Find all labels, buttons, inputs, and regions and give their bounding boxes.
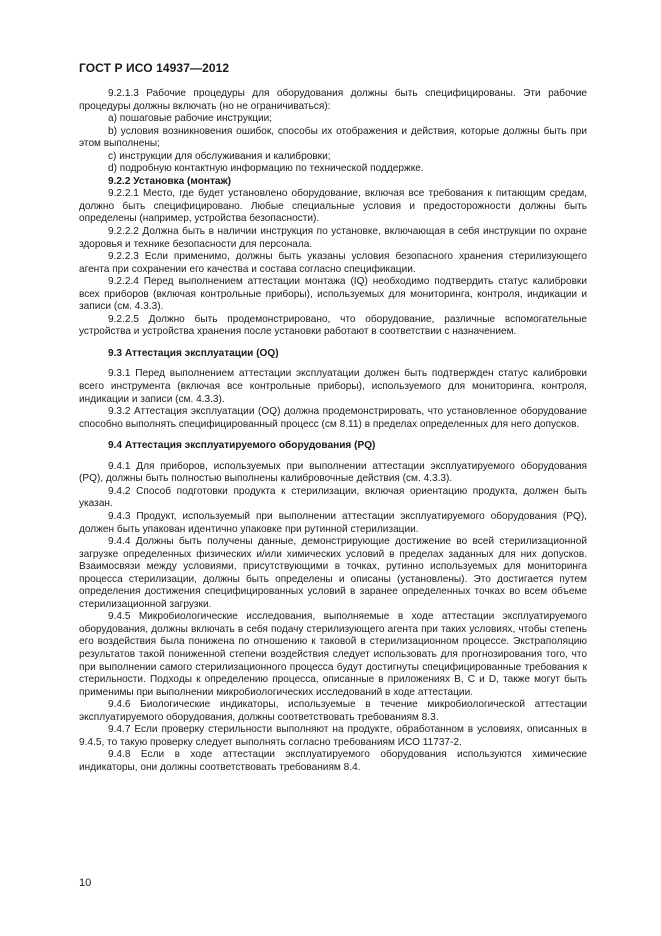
page-number: 10 [79,877,92,889]
paragraph: 9.2.1.3 Рабочие процедуры для оборудования должны быть специфицированы. Эти рабочие процедуры должны включать (но не ограничиваться): [79,88,587,112]
paragraph: 9.2.2.2 Должна быть в наличии инструкция по установке, включающая в себя инструкции по охране здоровья и технике безопасности для персонала. [79,226,587,250]
paragraph: 9.4.4 Должны быть получены данные, демонстрирующие достижение во всей стерилизационной загрузке определенных физических и/или химических условий в пределах заданных для них допусков. Взаимосвязи между условиями, присутствующими в точках, рутинно используемых для мониторинга процесса стерилизации, должны быть определены и описаны (установлены). Это достигается путем определения достижения специфицированных условий в заранее определенных точках во всем объеме стерилизационной загрузки. [79,536,587,610]
paragraph: 9.3.1 Перед выполнением аттестации эксплуатации должен быть подтвержден статус калибровки всего инструмента (включая все контрольные приборы), используемого для мониторинга, контроля, индикации и записи (см. 4.3.3). [79,368,587,405]
paragraph: 9.4.8 Если в ходе аттестации эксплуатируемого оборудования используются химические индикаторы, они должны соответствовать требованиям 8.4. [79,749,587,773]
paragraph: 9.2.2.5 Должно быть продемонстрировано, что оборудование, различные вспомогательные устройства и устройства хранения после установки работают в соответствии с назначением. [79,313,587,338]
list-item: c) инструкции для обслуживания и калибровки; [108,150,331,162]
paragraph: 9.2.2.4 Перед выполнением аттестации монтажа (IQ) необходимо подтвердить статус калибровки всех приборов (включая контрольные приборы), используемых для мониторинга, контроля, индикации и записи (см. 4.3.3). [79,276,587,313]
document-header: ГОСТ Р ИСО 14937—2012 [79,61,230,75]
section-heading: 9.3 Аттестация эксплуатации (OQ) [108,347,279,359]
list-item: b) условия возникновения ошибок, способы их отображения и действия, которые должны быть при этом выполнены; [79,125,587,150]
section-heading: 9.4 Аттестация эксплуатируемого оборудования (PQ) [108,440,376,452]
paragraph: 9.2.2.3 Если применимо, должны быть указаны условия безопасного хранения стерилизующего агента при сохранении его качества и состава согласно спецификации. [79,251,587,275]
paragraph: 9.4.3 Продукт, используемый при выполнении аттестации эксплуатируемого оборудования (PQ), должен быть упакован идентично упаковке при рутинной стерилизации. [79,510,587,535]
paragraph: 9.4.6 Биологические индикаторы, используемые в течение микробиологической аттестации эксплуатируемого оборудования, должны соответствовать требованиям 8.3. [79,699,587,723]
list-item: a) пошаговые рабочие инструкции; [108,113,273,125]
document-body [79,88,587,774]
paragraph: 9.4.1 Для приборов, используемых при выполнении аттестации эксплуатируемого оборудования (PQ), должны быть полностью выполнены калибровочные действия (см. 4.3.3). [79,460,587,485]
paragraph: 9.2.2.1 Место, где будет установлено оборудование, включая все требования к питающим средам, должно быть специфицировано. Любые специальные условия и предосторожности должны быть определены (например, устройства безопасности). [79,188,587,225]
paragraph: 9.3.2 Аттестация эксплуатации (OQ) должна продемонстрировать, что установленное оборудование способно выполнять специфицированный процесс (см 8.11) в пределах определенных для него допусков. [79,406,587,430]
subsection-heading: 9.2.2 Установка (монтаж) [108,175,232,187]
paragraph: 9.4.2 Способ подготовки продукта к стерилизации, включая ориентацию продукта, должен быть указан. [79,485,587,510]
paragraph: 9.4.7 Если проверку стерильности выполняют на продукте, обработанном в условиях, описанных в 9.4.5, то такую проверку следует выполнять согласно требованиям ИСО 11737-2. [79,724,587,748]
list-item: d) подробную контактную информацию по технической поддержке. [108,163,424,175]
paragraph: 9.4.5 Микробиологические исследования, выполняемые в ходе аттестации эксплуатируемого оборудования, должны включать в себя подачу стерилизующего агента при таких условиях, чтобы степень его воздействия была понижена по отношению к таковой в стерилизационном процессе. Экстраполяцию результатов такой пониженной степени воздействия следует использовать для прогнозирования того, что при выполнении самого стерилизационного процесса будут достигнуты специфицированные требования к стерильности. Подходы к определению процесса, описанные в приложениях B, C и D, также могут быть применимы при выполнении микробиологических исследований в ходе аттестации. [79,611,587,698]
